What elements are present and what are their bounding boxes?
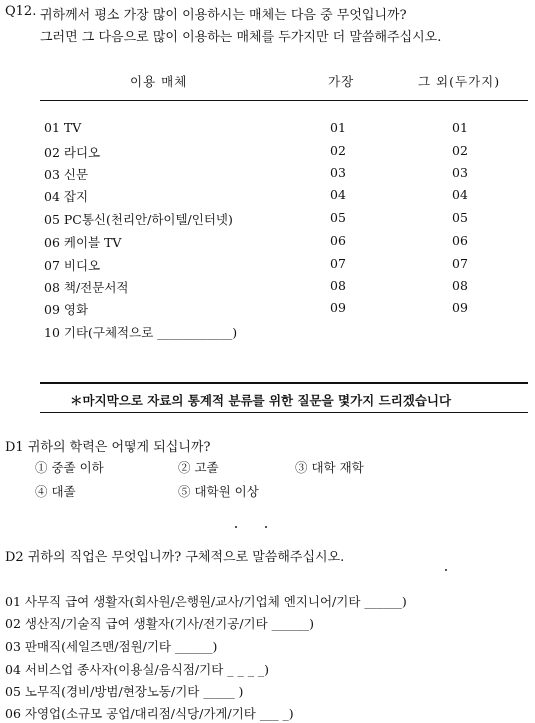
q12-question-line1: 귀하께서 평소 가장 많이 이용하시는 매체는 다음 중 무엇입니까? bbox=[40, 8, 407, 23]
table-row-most-code[interactable]: 05 bbox=[330, 210, 346, 225]
table-row-label-other[interactable]: 10 기타(구체적으로 ____________) bbox=[44, 325, 238, 340]
d1-option[interactable]: ③ 대학 재학 bbox=[295, 460, 364, 475]
table-row-others-code[interactable]: 05 bbox=[452, 210, 468, 225]
table-row-label: 04 잡지 bbox=[44, 189, 89, 204]
banner-top-rule bbox=[40, 382, 528, 384]
table-row-label: 03 신문 bbox=[44, 167, 89, 182]
banner-bottom-rule bbox=[40, 412, 528, 413]
d2-option[interactable]: 04 서비스업 종사자(이용실/음식점/기타 _ _ _ _) bbox=[5, 662, 270, 677]
d1-option[interactable]: ② 고졸 bbox=[178, 460, 219, 475]
d1-option[interactable]: ⑤ 대학원 이상 bbox=[178, 484, 259, 499]
table-row-label: 07 비디오 bbox=[44, 258, 101, 273]
table-row-most-code[interactable]: 04 bbox=[330, 187, 346, 202]
q12-question-line2: 그러면 그 다음으로 많이 이용하는 매체를 두가지만 더 말씀해주십시오. bbox=[40, 30, 442, 45]
scan-speck bbox=[235, 526, 237, 528]
table-row-most-code[interactable]: 08 bbox=[330, 278, 346, 293]
table-row-most-code[interactable]: 09 bbox=[330, 300, 346, 315]
table-header-most: 가장 bbox=[328, 74, 355, 89]
d1-option[interactable]: ① 중졸 이하 bbox=[35, 460, 104, 475]
q12-number: Q12. bbox=[5, 4, 37, 19]
table-row-others-code[interactable]: 04 bbox=[452, 187, 468, 202]
table-row-most-code[interactable]: 01 bbox=[330, 120, 346, 135]
table-row-others-code[interactable]: 07 bbox=[452, 256, 468, 271]
scan-speck bbox=[445, 569, 447, 571]
table-row-others-code[interactable]: 08 bbox=[452, 278, 468, 293]
table-row-others-code[interactable]: 06 bbox=[452, 233, 468, 248]
table-header-media: 이용 매체 bbox=[130, 74, 188, 89]
table-row-label: 01 TV bbox=[44, 120, 82, 135]
table-row-most-code[interactable]: 07 bbox=[330, 256, 346, 271]
section-banner: ＊마지막으로 자료의 통계적 분류를 위한 질문을 몇가지 드리겠습니다 bbox=[70, 393, 452, 408]
d2-option[interactable]: 01 사무직 급여 생활자(회사원/은행원/교사/기업체 엔지니어/기타 ______) bbox=[5, 594, 407, 609]
table-row-others-code[interactable]: 01 bbox=[452, 120, 468, 135]
table-row-most-code[interactable]: 03 bbox=[330, 165, 346, 180]
table-header-others: 그 외(두가지) bbox=[418, 74, 501, 89]
table-row-others-code[interactable]: 09 bbox=[452, 300, 468, 315]
table-row-label: 09 영화 bbox=[44, 302, 89, 317]
d2-question: D2 귀하의 직업은 무엇입니까? 구체적으로 말씀해주십시오. bbox=[5, 550, 345, 565]
table-row-most-code[interactable]: 06 bbox=[330, 233, 346, 248]
table-row-label: 06 케이블 TV bbox=[44, 235, 122, 250]
d2-option[interactable]: 05 노무직(경비/방범/현장노동/기타 _____ ) bbox=[5, 684, 244, 699]
table-row-most-code[interactable]: 02 bbox=[330, 143, 346, 158]
table-row-label: 02 라디오 bbox=[44, 145, 101, 160]
d1-question: D1 귀하의 학력은 어떻게 되십니까? bbox=[5, 440, 211, 455]
table-row-label: 05 PC통신(천리안/하이텔/인터넷) bbox=[44, 212, 233, 227]
d2-option[interactable]: 02 생산직/기술직 급여 생활자(기사/전기공/기타 ______) bbox=[5, 616, 315, 631]
d2-option[interactable]: 06 자영업(소규모 공업/대리점/식당/가게/기타 ___ _) bbox=[5, 706, 294, 721]
table-header-rule bbox=[40, 100, 528, 101]
table-row-others-code[interactable]: 02 bbox=[452, 143, 468, 158]
scan-speck bbox=[265, 526, 267, 528]
table-row-label: 08 책/전문서적 bbox=[44, 280, 129, 295]
d1-option[interactable]: ④ 대졸 bbox=[35, 484, 76, 499]
d2-option[interactable]: 03 판매직(세일즈맨/점원/기타 ______) bbox=[5, 639, 218, 654]
table-row-others-code[interactable]: 03 bbox=[452, 165, 468, 180]
